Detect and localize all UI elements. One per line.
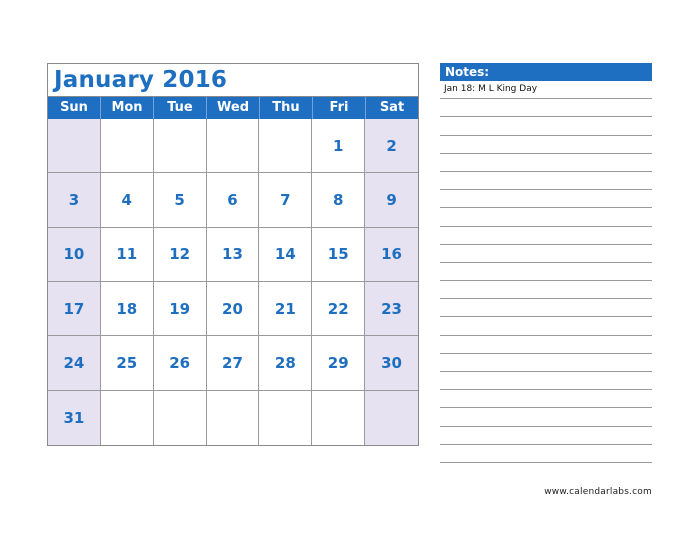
empty-day-cell xyxy=(207,119,260,173)
day-cell: 31 xyxy=(48,391,101,445)
notes-panel xyxy=(440,63,652,463)
weekday-sun: Sun xyxy=(48,97,101,119)
weekday-wed: Wed xyxy=(207,97,260,119)
note-entry: Jan 18: M L King Day xyxy=(440,81,652,99)
note-line xyxy=(440,154,652,172)
note-line xyxy=(440,263,652,281)
empty-day-cell xyxy=(365,391,418,445)
day-cell: 9 xyxy=(365,173,418,227)
day-cell: 23 xyxy=(365,282,418,336)
note-line xyxy=(440,245,652,263)
note-line xyxy=(440,317,652,335)
empty-day-cell xyxy=(154,391,207,445)
day-cell: 14 xyxy=(259,228,312,282)
day-cell: 22 xyxy=(312,282,365,336)
day-cell: 26 xyxy=(154,336,207,390)
day-cell: 30 xyxy=(365,336,418,390)
note-line xyxy=(440,172,652,190)
empty-day-cell xyxy=(259,391,312,445)
empty-day-cell xyxy=(48,119,101,173)
day-cell: 11 xyxy=(101,228,154,282)
day-cell: 28 xyxy=(259,336,312,390)
day-cell: 1 xyxy=(312,119,365,173)
day-cell: 15 xyxy=(312,228,365,282)
weekday-mon: Mon xyxy=(101,97,154,119)
weekday-tue: Tue xyxy=(154,97,207,119)
day-cell: 19 xyxy=(154,282,207,336)
note-line xyxy=(440,299,652,317)
empty-day-cell xyxy=(101,119,154,173)
day-cell: 3 xyxy=(48,173,101,227)
weekday-thu: Thu xyxy=(260,97,313,119)
day-cell: 17 xyxy=(48,282,101,336)
day-grid xyxy=(48,119,418,445)
empty-day-cell xyxy=(259,119,312,173)
note-line xyxy=(440,372,652,390)
calendar-title: January 2016 xyxy=(48,64,418,97)
day-cell: 18 xyxy=(101,282,154,336)
day-cell: 6 xyxy=(207,173,260,227)
note-line xyxy=(440,445,652,463)
note-line xyxy=(440,208,652,226)
note-line xyxy=(440,99,652,117)
website-link[interactable]: www.calendarlabs.com xyxy=(544,487,652,497)
day-cell: 4 xyxy=(101,173,154,227)
day-cell: 25 xyxy=(101,336,154,390)
empty-day-cell xyxy=(101,391,154,445)
note-line xyxy=(440,136,652,154)
day-cell: 21 xyxy=(259,282,312,336)
note-line xyxy=(440,354,652,372)
notes-title: Notes: xyxy=(440,63,652,81)
day-cell: 16 xyxy=(365,228,418,282)
empty-day-cell xyxy=(312,391,365,445)
day-cell: 8 xyxy=(312,173,365,227)
note-line xyxy=(440,190,652,208)
day-cell: 10 xyxy=(48,228,101,282)
day-cell: 24 xyxy=(48,336,101,390)
weekday-header xyxy=(48,97,418,119)
note-line xyxy=(440,427,652,445)
calendar xyxy=(47,63,419,446)
notes-lines xyxy=(440,81,652,463)
note-line xyxy=(440,390,652,408)
note-line xyxy=(440,227,652,245)
weekday-fri: Fri xyxy=(313,97,366,119)
day-cell: 7 xyxy=(259,173,312,227)
day-cell: 2 xyxy=(365,119,418,173)
empty-day-cell xyxy=(207,391,260,445)
day-cell: 27 xyxy=(207,336,260,390)
day-cell: 13 xyxy=(207,228,260,282)
day-cell: 5 xyxy=(154,173,207,227)
note-line xyxy=(440,281,652,299)
note-line xyxy=(440,336,652,354)
empty-day-cell xyxy=(154,119,207,173)
day-cell: 20 xyxy=(207,282,260,336)
note-line xyxy=(440,408,652,426)
weekday-sat: Sat xyxy=(379,100,405,115)
day-cell: 29 xyxy=(312,336,365,390)
day-cell: 12 xyxy=(154,228,207,282)
note-line xyxy=(440,117,652,135)
